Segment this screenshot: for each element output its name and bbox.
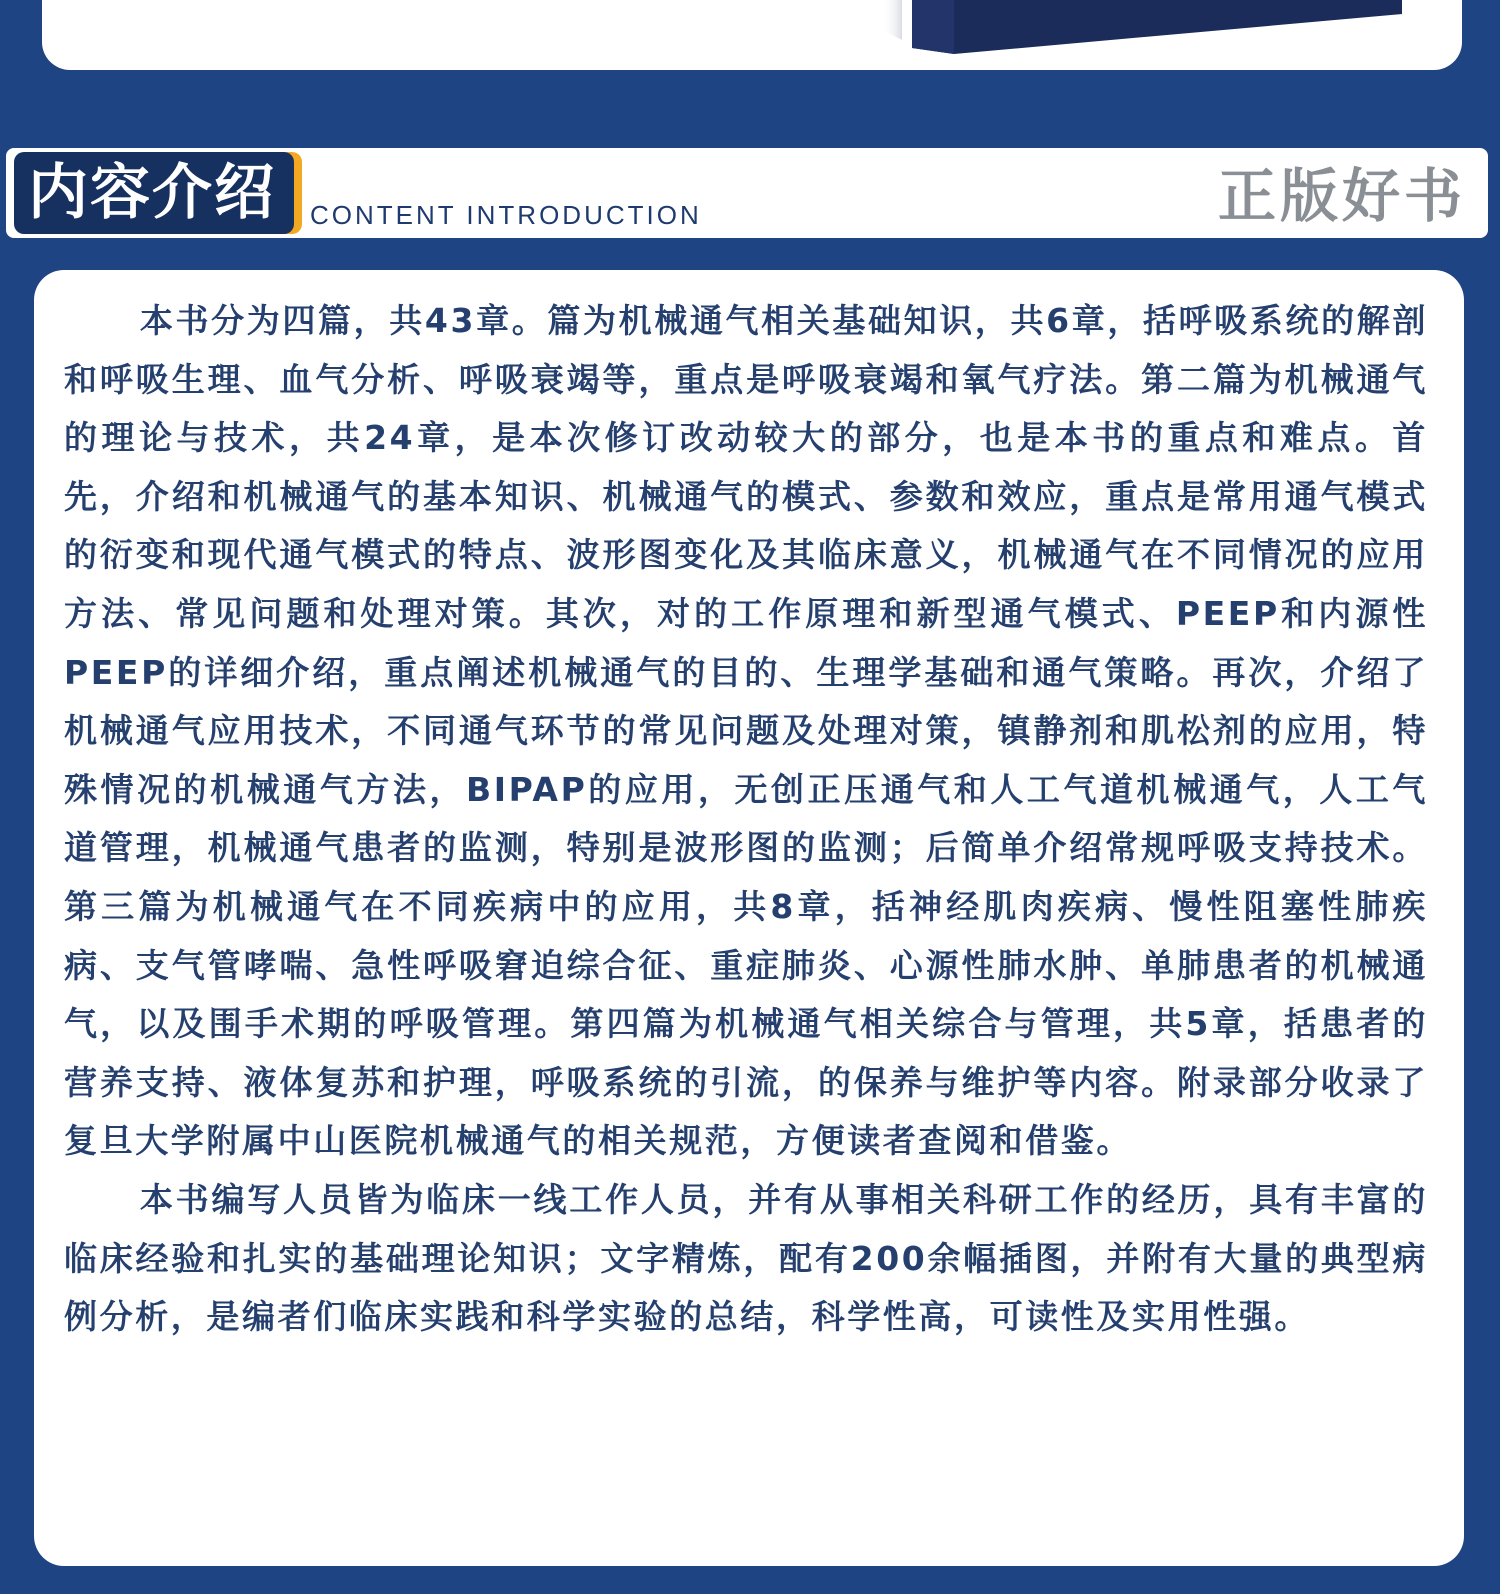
book-image-card xyxy=(42,0,1462,70)
content-body xyxy=(64,292,1428,1347)
content-card xyxy=(34,270,1464,1566)
section-subtitle: CONTENT INTRODUCTION xyxy=(310,200,702,230)
book-cover-image xyxy=(882,0,1442,55)
content-paragraph-1: 本书分为四篇，共43章。篇为机械通气相关基础知识，共6章，括呼吸系统的解剖和呼吸生理、血气分析、呼吸衰竭等，重点是呼吸衰竭和氧气疗法。第二篇为机械通气的理论与技术，共24章，是本次修订改动较大的部分，也是本书的重点和难点。首先，介绍和机械通气的基本知识、机械通气的模式、参数和效应，重点是常用通气模式的衍变和现代通气模式的特点、波形图变化及其临床意义，机械通气在不同情况的应用方法、常见问题和处理对策。其次，对的工作原理和新型通气模式、PEEP和内源性PEEP的详细介绍，重点阐述机械通气的目的、生理学基础和通气策略。再次，介绍了机械通气应用技术，不同通气环节的常见问题及处理对策，镇静剂和肌松剂的应用，特殊情况的机械通气方法，BIPAP的应用，无创正压通气和人工气道机械通气，人工气道管理，机械通气患者的监测，特别是波形图的监测；后简单介绍常规呼吸支持技术。第三篇为机械通气在不同疾病中的应用，共8章，括神经肌肉疾病、慢性阻塞性肺疾病、支气管哮喘、急性呼吸窘迫综合征、重症肺炎、心源性肺水肿、单肺患者的机械通气，以及围手术期的呼吸管理。第四篇为机械通气相关综合与管理，共5章，括患者的营养支持、液体复苏和护理，呼吸系统的引流，的保养与维护等内容。附录部分收录了复旦大学附属中山医院机械通气的相关规范，方便读者查阅和借鉴。 xyxy=(64,301,1428,1161)
slogan-text: 正版好书 xyxy=(1217,162,1466,230)
section-title: 内容介绍 xyxy=(28,158,276,228)
section-title-box xyxy=(14,152,294,234)
section-header-banner xyxy=(6,148,1488,238)
content-paragraph-2: 本书编写人员皆为临床一线工作人员，并有从事相关科研工作的经历，具有丰富的临床经验和扎实的基础理论知识；文字精炼，配有200余幅插图，并附有大量的典型病例分析，是编者们临床实践和科学实验的总结，科学性高，可读性及实用性强。 xyxy=(64,1179,1428,1337)
